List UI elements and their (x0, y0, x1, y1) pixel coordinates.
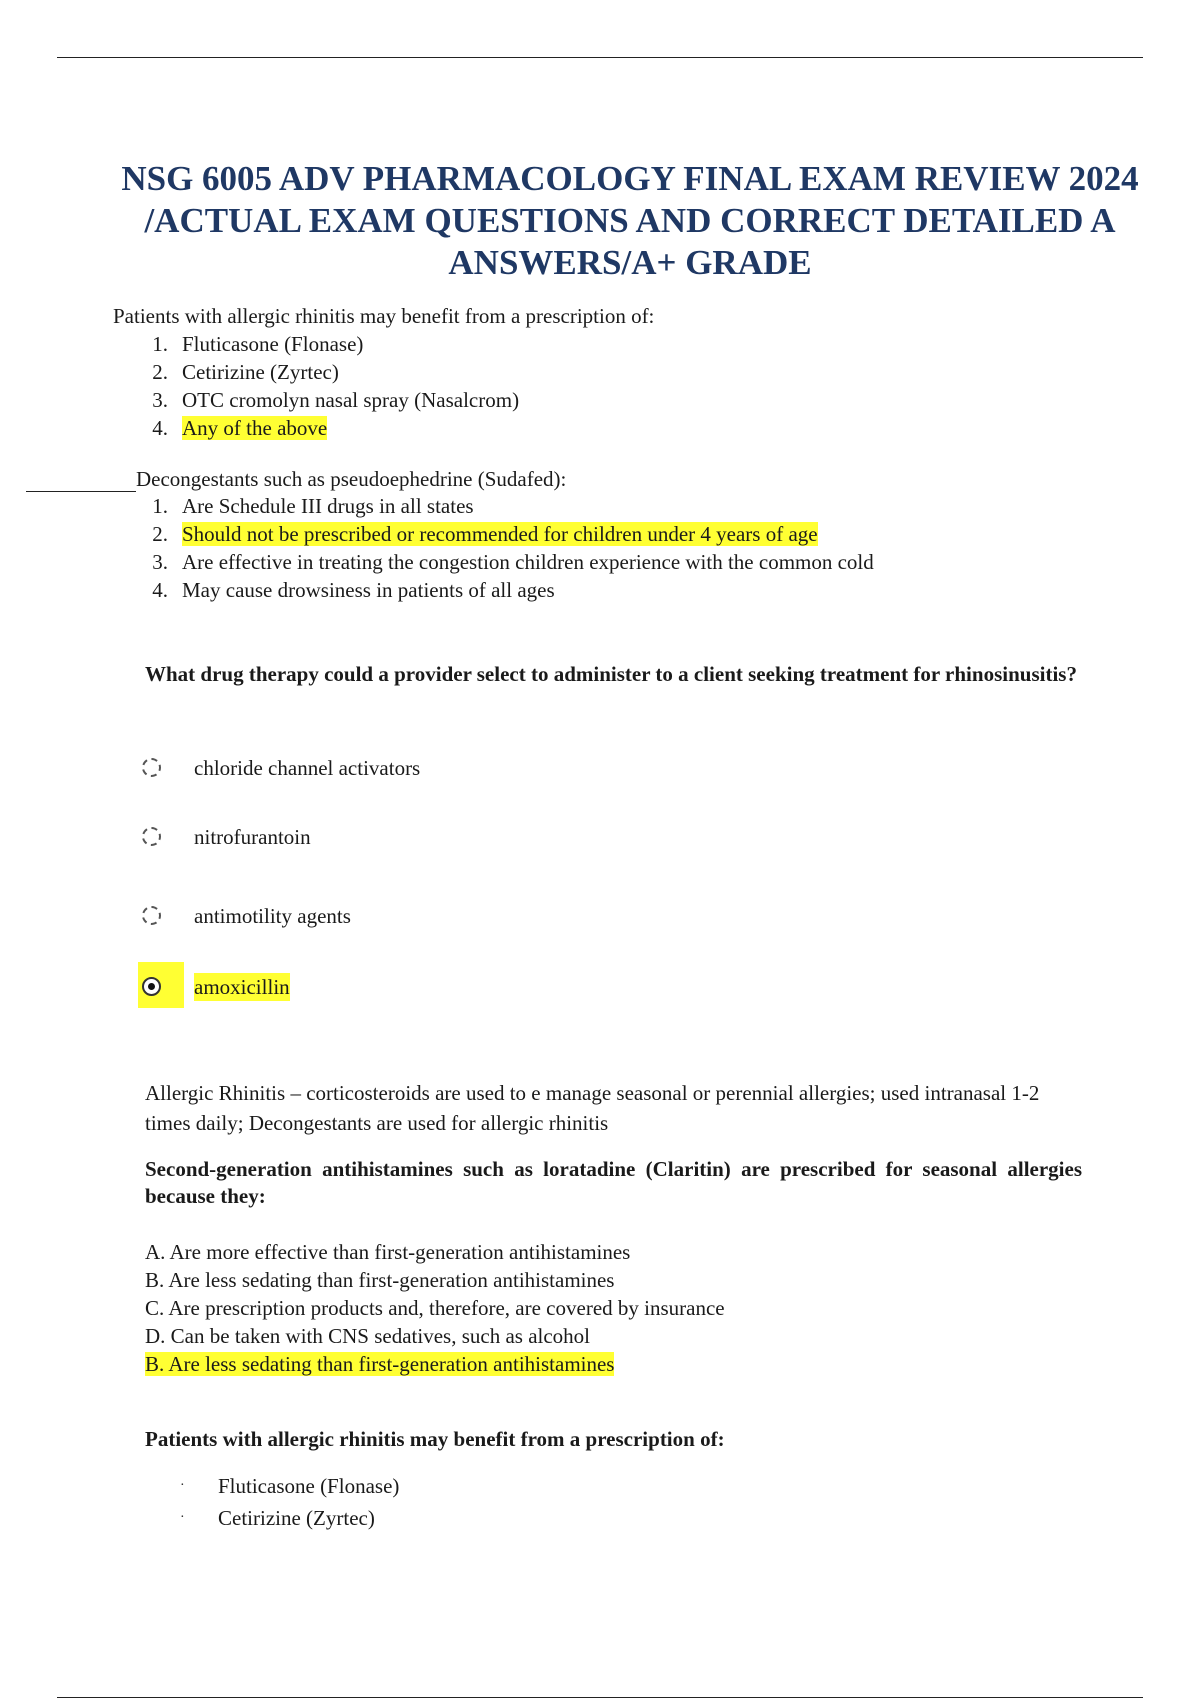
list-item-answer: 2. Should not be prescribed or recommended for children under 4 years of age (152, 522, 818, 546)
list-item: 1. Fluticasone (Flonase) (152, 332, 364, 356)
list-item-answer: 4. Any of the above (152, 416, 328, 440)
list-item: 4. May cause drowsiness in patients of all ages (152, 578, 555, 602)
list-item: A. Are more effective than first-generation antihistamines (145, 1240, 631, 1264)
q1-options (144, 330, 519, 442)
list-item: C. Are prescription products and, therefore, are covered by insurance (145, 1296, 725, 1320)
top-rule (57, 57, 1143, 58)
list-item: · Fluticasone (Flonase) (180, 1470, 399, 1502)
list-item: 1. Are Schedule III drugs in all states (152, 494, 474, 518)
list-item: D. Can be taken with CNS sedatives, such as alcohol (145, 1324, 590, 1348)
q3-prompt: What drug therapy could a provider select to administer to a client seeking treatment for rhinosinusitis? (145, 662, 1077, 686)
q5-prompt: Patients with allergic rhinitis may benefit from a prescription of: (145, 1427, 725, 1451)
q4-prompt: Second-generation antihistamines such as loratadine (Claritin) are prescribed for seasonal allergies because they: (145, 1157, 1082, 1208)
bottom-rule (57, 1697, 1143, 1698)
list-item: 2. Cetirizine (Zyrtec) (152, 360, 339, 384)
list-item: 3. OTC cromolyn nasal spray (Nasalcrom) (152, 388, 520, 412)
radio-icon[interactable] (142, 758, 161, 777)
q1-prompt: Patients with allergic rhinitis may benefit from a prescription of: (113, 304, 655, 328)
q2-prompt: Decongestants such as pseudoephedrine (Sudafed): (136, 467, 567, 491)
radio-icon[interactable] (142, 906, 161, 925)
blank-line (26, 491, 136, 492)
list-item: B. Are less sedating than first-generation antihistamines (145, 1268, 615, 1292)
answer-line: B. Are less sedating than first-generation antihistamines (145, 1352, 615, 1376)
radio-icon[interactable] (142, 827, 161, 846)
bullet-icon: · (180, 1478, 185, 1493)
list-item: · Cetirizine (Zyrtec) (180, 1502, 399, 1534)
explanation-note: Allergic Rhinitis – corticosteroids are used to e manage seasonal or perennial allergies; used intranasal 1-2 times daily; Decongestants are used for allergic rhinitis (145, 1081, 1040, 1135)
q4-options (145, 1238, 725, 1378)
radio-selected-icon[interactable] (142, 977, 161, 996)
list-item: 3. Are effective in treating the congestion children experience with the common cold (152, 550, 874, 574)
page-title: NSG 6005 ADV PHARMACOLOGY FINAL EXAM REVIEW 2024 /ACTUAL EXAM QUESTIONS AND CORRECT DETAILED A ANSWERS/A+ GRADE (121, 159, 1139, 282)
q5-bullets (180, 1470, 399, 1534)
bullet-icon: · (180, 1510, 185, 1525)
q2-options (144, 492, 874, 604)
